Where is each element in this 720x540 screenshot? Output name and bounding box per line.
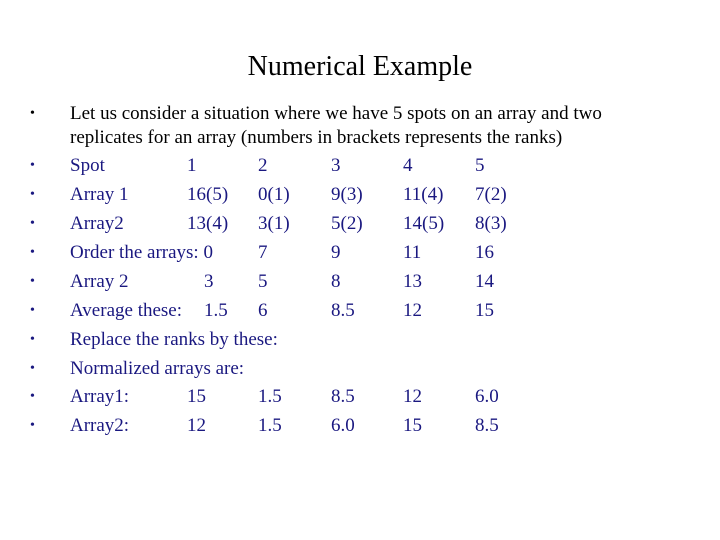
- cell: 13(4): [187, 213, 229, 234]
- row-label: Order the arrays: 0: [70, 242, 213, 263]
- bullet-icon: •: [30, 303, 35, 318]
- cell: 2: [258, 155, 268, 176]
- table-row-array-1: [0, 180, 720, 209]
- table-row-average: [0, 296, 720, 325]
- cell: 0(1): [258, 184, 290, 205]
- cell: 15: [187, 386, 206, 407]
- cell: 11: [403, 242, 422, 263]
- row-label: Normalized arrays are:: [70, 358, 245, 379]
- cell: 9: [331, 242, 341, 263]
- cell: 8.5: [331, 300, 355, 321]
- cell: 12: [403, 300, 422, 321]
- cell: 12: [403, 386, 422, 407]
- row-label: Replace the ranks by these:: [70, 329, 278, 350]
- cell: 7(2): [475, 184, 507, 205]
- row-label: Array 1: [70, 184, 129, 205]
- cell: 3: [204, 271, 214, 292]
- bullet-icon: •: [30, 332, 35, 347]
- bullet-icon: •: [30, 245, 35, 260]
- cell: 5: [258, 271, 268, 292]
- cell: 1.5: [258, 386, 282, 407]
- row-label: Spot: [70, 155, 105, 176]
- cell: 14(5): [403, 213, 445, 234]
- table-row-normalized-array-1: [0, 382, 720, 411]
- table-row-spot: [0, 151, 720, 180]
- cell: 9(3): [331, 184, 363, 205]
- bullet-icon: •: [30, 418, 35, 433]
- cell: 15: [475, 300, 494, 321]
- row-label: Average these:: [70, 300, 183, 321]
- cell: 12: [187, 415, 206, 436]
- cell: 1.5: [204, 300, 228, 321]
- bullet-icon: •: [30, 389, 35, 404]
- cell: 6: [258, 300, 268, 321]
- normalized-heading-line: [0, 354, 720, 383]
- bullet-icon: •: [30, 274, 35, 289]
- row-label: Array 2: [70, 271, 129, 292]
- bullet-icon: •: [30, 158, 35, 173]
- cell: 4: [403, 155, 413, 176]
- bullet-icon: •: [30, 216, 35, 231]
- row-label: Array1:: [70, 386, 130, 407]
- cell: 5(2): [331, 213, 363, 234]
- cell: 8.5: [475, 415, 499, 436]
- cell: 16: [475, 242, 494, 263]
- cell: 7: [258, 242, 268, 263]
- table-row-order: [0, 238, 720, 267]
- bullet-icon: •: [30, 187, 35, 202]
- table-row-array-2: [0, 209, 720, 238]
- cell: 13: [403, 271, 422, 292]
- bullet-icon: •: [30, 106, 35, 121]
- table-row-normalized-array-2: [0, 411, 720, 440]
- cell: 6.0: [475, 386, 499, 407]
- cell: 16(5): [187, 184, 229, 205]
- cell: 1: [187, 155, 197, 176]
- cell: 6.0: [331, 415, 355, 436]
- replace-ranks-line: [0, 325, 720, 354]
- bullet-icon: •: [30, 361, 35, 376]
- row-label: Array2: [70, 213, 124, 234]
- intro-text-line-2: replicates for an array (numbers in brackets represents the ranks): [70, 127, 563, 148]
- cell: 11(4): [403, 184, 444, 205]
- intro-line-2: [0, 123, 720, 152]
- cell: 3: [331, 155, 341, 176]
- cell: 14: [475, 271, 494, 292]
- slide-title: Numerical Example: [247, 51, 473, 82]
- cell: 8.5: [331, 386, 355, 407]
- cell: 8(3): [475, 213, 507, 234]
- cell: 15: [403, 415, 422, 436]
- cell: 8: [331, 271, 341, 292]
- cell: 1.5: [258, 415, 282, 436]
- table-row-array-2-sorted: [0, 267, 720, 296]
- cell: 5: [475, 155, 485, 176]
- cell: 3(1): [258, 213, 290, 234]
- intro-text-line-1: Let us consider a situation where we have 5 spots on an array and two: [70, 103, 602, 124]
- row-label: Array2:: [70, 415, 130, 436]
